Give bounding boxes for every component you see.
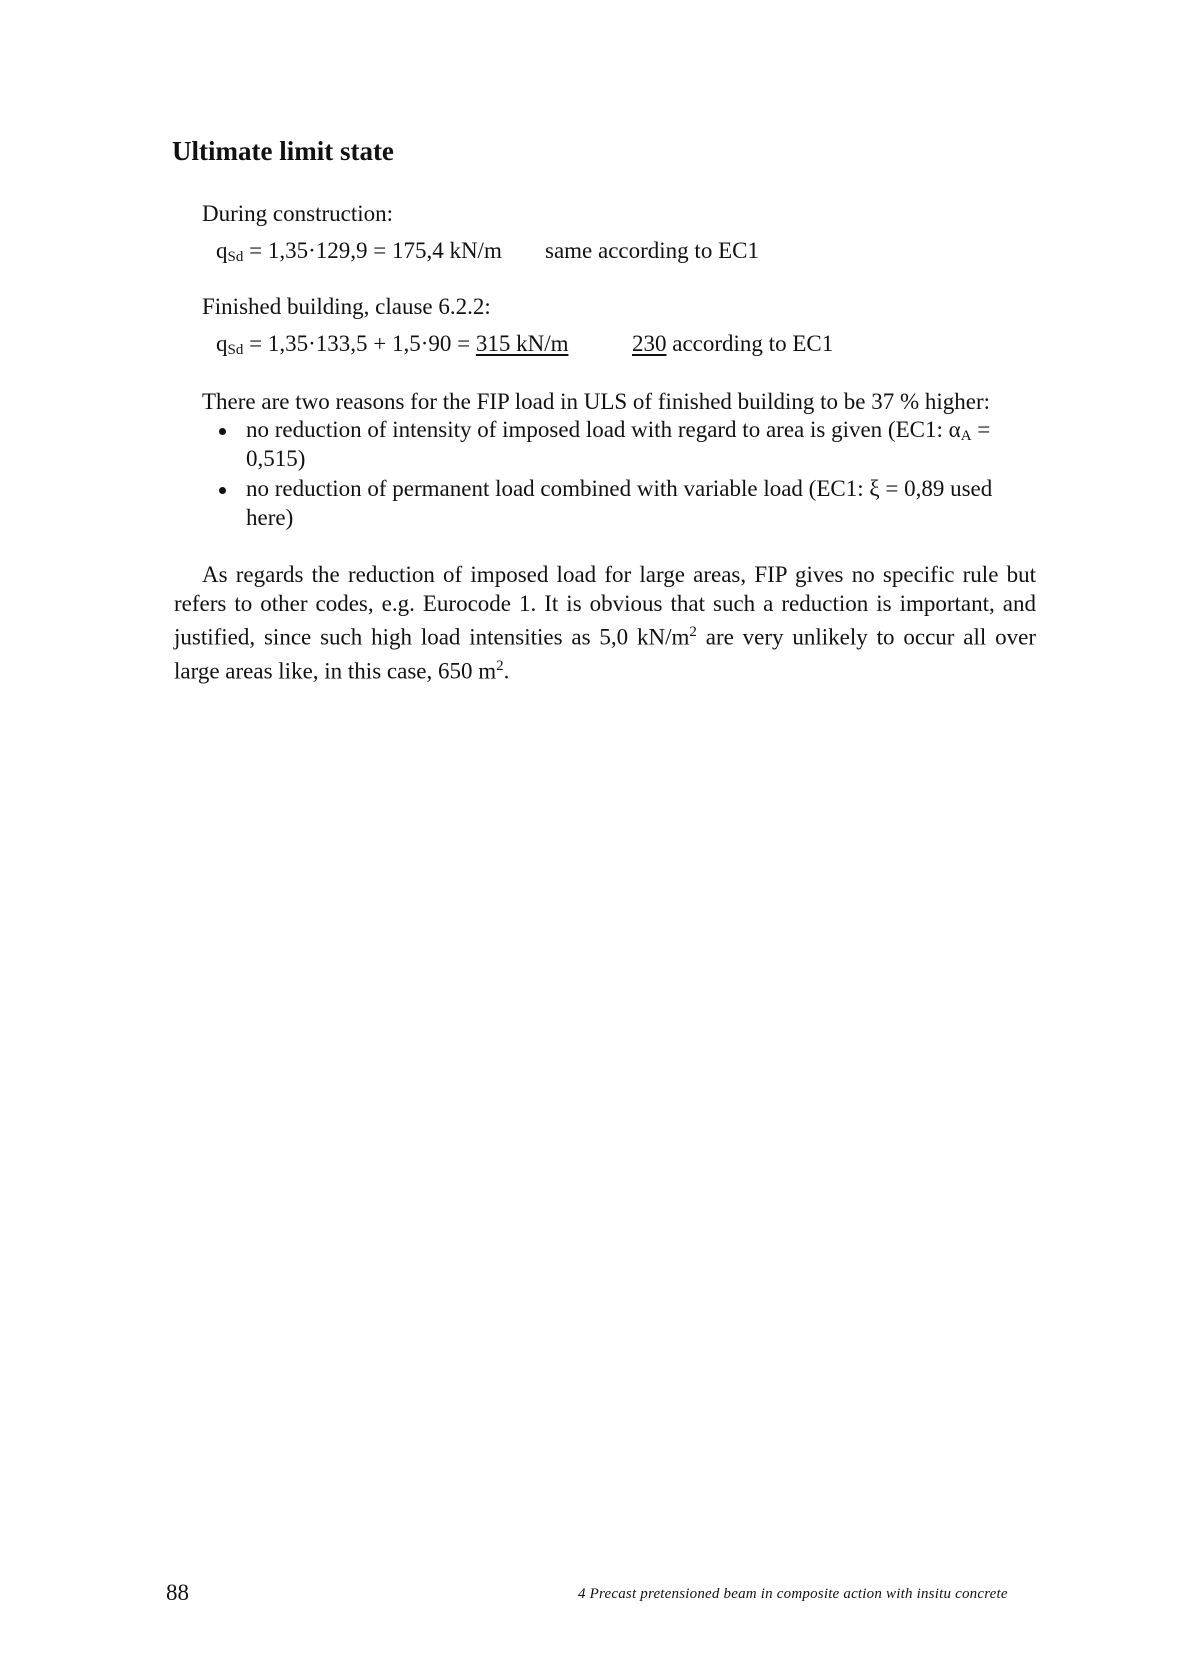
page-number: 88 [166,1580,189,1605]
bullet-dot [219,487,226,494]
reasons-intro: There are two reasons for the FIP load in ULS of finished building to be 37 % higher: [202,389,991,414]
construction-equation [216,236,502,272]
q-symbol: q [216,238,228,263]
bullet-1-text: no reduction of intensity of imposed load with regard to area is given (EC1: [246,417,949,442]
paragraph-text-a: As regards the reduction of imposed load for large areas, FIP gives no specific rule but refers to other codes, e.g. Eurocode 1. It is obvious that such a reduction is important, and justified, since such high load intensities as 5,0 kN/m [174,562,1036,650]
paragraph-text-c: . [503,658,510,684]
alpha-subscript: A [960,428,972,444]
finished-note [632,329,833,358]
finished-note-value: 230 [632,331,667,356]
finished-equation [216,329,568,365]
construction-label: During construction: [202,201,393,226]
body-paragraph [174,560,1036,685]
alpha-symbol: α [948,417,961,442]
bullet-dot [219,428,226,435]
bullet-2-line-2: here) [246,505,294,530]
paragraph-text-b: are very unlikely to occur all over large areas like, in this case, 650 m [174,624,1036,684]
superscript: 2 [689,624,697,640]
section-heading: Ultimate limit state [172,136,394,166]
finished-label: Finished building, clause 6.2.2: [202,294,491,319]
finished-equation-text: = 1,35·133,5 + 1,5·90 = [243,331,476,356]
q-symbol: q [216,331,228,356]
construction-note: same according to EC1 [545,238,759,263]
q-subscript: Sd [227,342,244,358]
running-footer: 4 Precast pretensioned beam in composite action with insitu concrete [578,1586,1008,1602]
bullet-1-line-2: 0,515) [246,446,306,471]
finished-note-text: according to EC1 [666,331,834,356]
construction-equation-text: = 1,35·129,9 = 175,4 kN/m [243,238,502,263]
bullet-2-line-1: no reduction of permanent load combined with variable load (EC1: ξ = 0,89 used [246,476,993,501]
bullet-1-end: = [971,417,991,442]
finished-result: 315 kN/m [475,331,569,356]
superscript: 2 [496,657,504,674]
q-subscript: Sd [227,249,244,265]
bullet-1-line-1 [246,415,990,451]
